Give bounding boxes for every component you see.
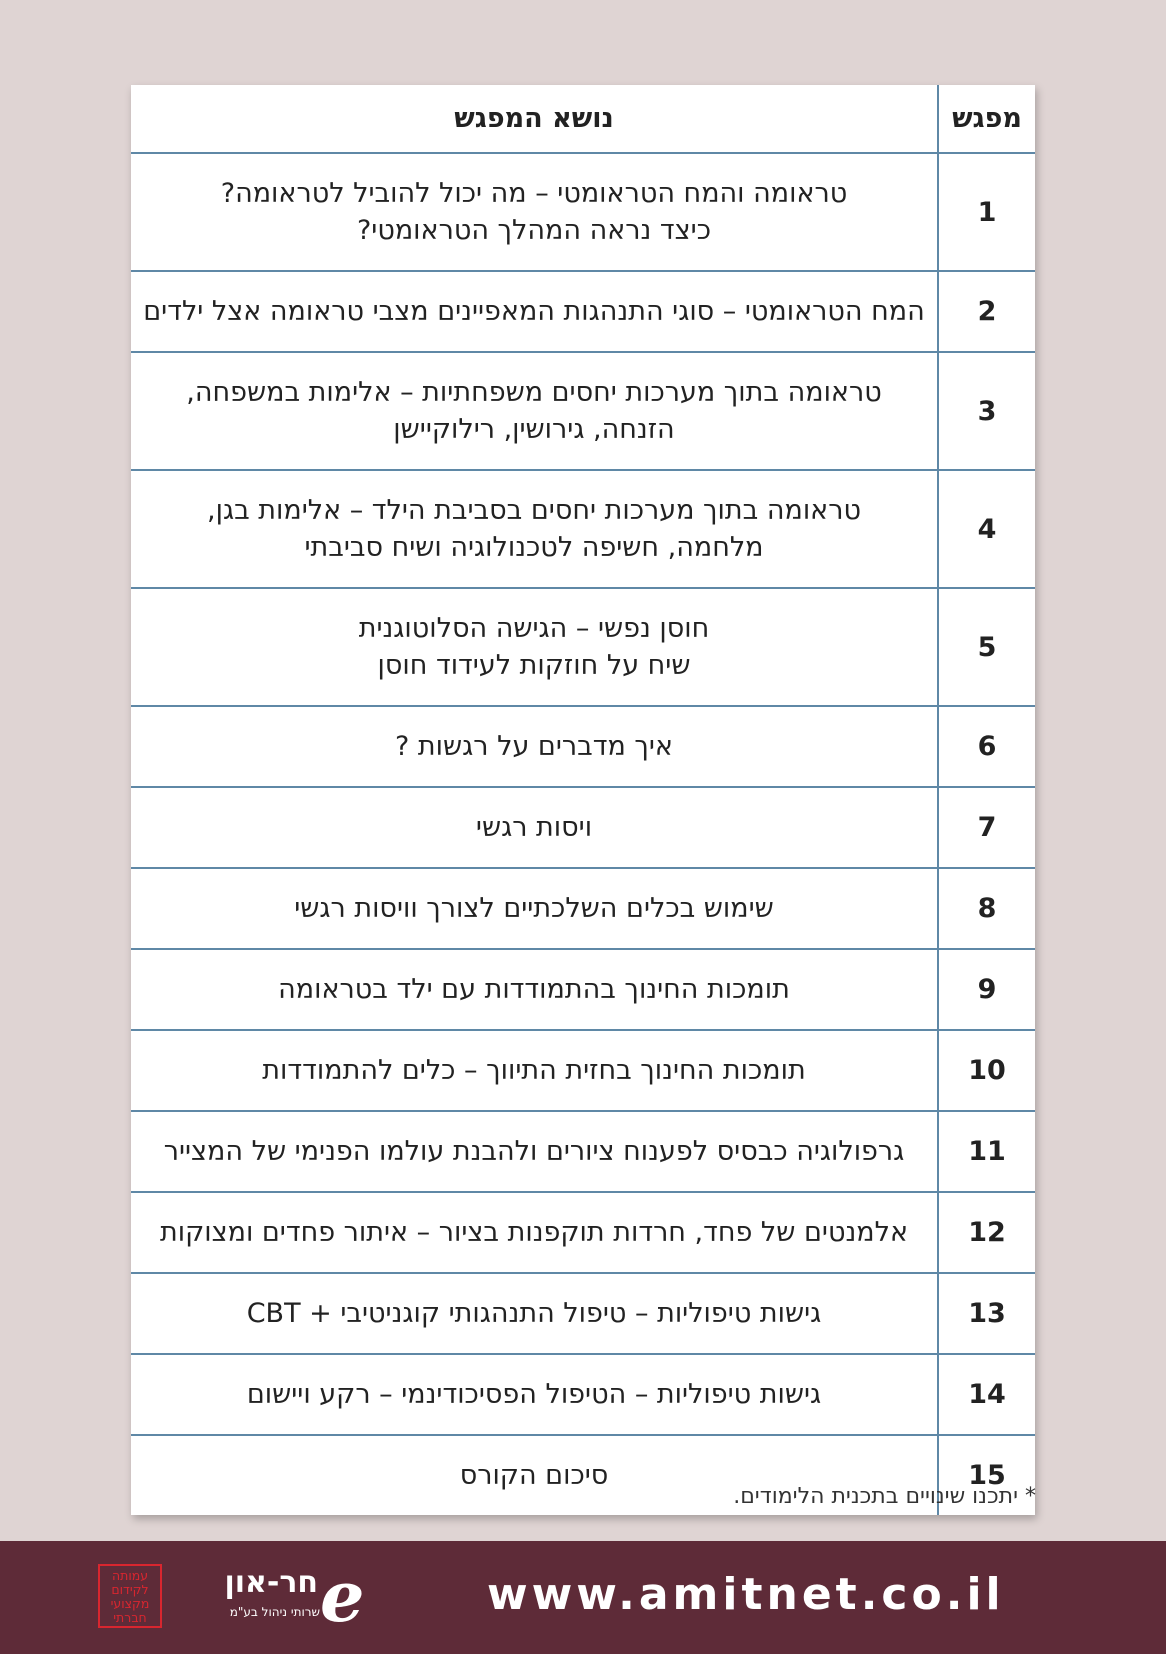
amuta-logo-line: מקצועי <box>110 1596 150 1611</box>
footer-bar <box>0 1541 1166 1654</box>
meeting-number: 12 <box>938 1192 1035 1273</box>
meeting-number: 8 <box>938 868 1035 949</box>
meeting-topic-line: גישות טיפוליות – טיפול התנהגותי קוגניטיבי + CBT <box>246 1298 822 1329</box>
schedule-body <box>131 153 1035 1515</box>
meeting-topic-line: תומכות החינוך בחזית התיווך – כלים להתמודדות <box>262 1055 806 1086</box>
meeting-number: 14 <box>938 1354 1035 1435</box>
meeting-number: 10 <box>938 1030 1035 1111</box>
table-row <box>131 949 1035 1030</box>
amuta-logo-line: חברתי <box>113 1610 147 1625</box>
table-row <box>131 706 1035 787</box>
table-row <box>131 787 1035 868</box>
amuta-logo-line: עמותה <box>111 1568 149 1583</box>
header-meeting-number: מפגש <box>938 85 1035 153</box>
meeting-topic-line: כיצד נראה המהלך הטראומטי? <box>356 215 712 246</box>
meeting-topic-line: איך מדברים על רגשות ? <box>395 731 673 762</box>
table-row <box>131 352 1035 470</box>
meeting-number: 5 <box>938 588 1035 706</box>
meeting-topic <box>131 1030 938 1111</box>
meeting-topic-line: סיכום הקורס <box>459 1460 609 1491</box>
meeting-number: 2 <box>938 271 1035 352</box>
meeting-topic-line: המח הטראומטי – סוגי התנהגות המאפיינים מצבי טראומה אצל ילדים <box>143 296 925 327</box>
meeting-number: 15 <box>938 1435 1035 1515</box>
table-header-row <box>131 85 1035 153</box>
schedule-change-note: * יתכנו שינויים בתכנית הלימודים. <box>733 1484 1036 1509</box>
meeting-topic-line: הזנחה, גירושין, רילוקיישן <box>393 414 675 445</box>
meeting-topic <box>131 1192 938 1273</box>
table-row <box>131 588 1035 706</box>
meeting-number: 1 <box>938 153 1035 271</box>
meeting-topic <box>131 470 938 588</box>
har-on-logo <box>220 1555 365 1638</box>
meeting-topic <box>131 949 938 1030</box>
meeting-topic <box>131 706 938 787</box>
meeting-topic <box>131 352 938 470</box>
table-row <box>131 153 1035 271</box>
har-on-logo-subtitle: שרותי ניהול בע"מ <box>229 1605 320 1619</box>
header-meeting-topic: נושא המפגש <box>131 85 938 153</box>
amuta-logo <box>98 1564 162 1628</box>
table-row <box>131 470 1035 588</box>
meeting-topic <box>131 153 938 271</box>
amuta-logo-line: לקידום <box>111 1582 149 1597</box>
har-on-logo-mark: e <box>320 1555 365 1638</box>
meeting-topic-line: טראומה בתוך מערכות יחסים בסביבת הילד – אלימות בגן, <box>207 495 861 526</box>
meeting-topic-line: תומכות החינוך בהתמודדות עם ילד בטראומה <box>278 974 790 1005</box>
table-row <box>131 1030 1035 1111</box>
meeting-topic <box>131 868 938 949</box>
table-row <box>131 1192 1035 1273</box>
table-row <box>131 271 1035 352</box>
meeting-topic-line: גישות טיפוליות – הטיפול הפסיכודינמי – רקע ויישום <box>246 1379 822 1410</box>
table-row <box>131 1111 1035 1192</box>
table-row <box>131 1273 1035 1354</box>
meeting-topic <box>131 271 938 352</box>
meeting-topic-line: מלחמה, חשיפה לטכנולוגיה ושיח סביבתי <box>304 532 764 563</box>
meeting-topic-line: גרפולוגיה כבסיס לפענוח ציורים ולהבנת עולמו הפנימי של המצייר <box>163 1136 905 1167</box>
meeting-number: 9 <box>938 949 1035 1030</box>
meeting-topic-line: טראומה והמח הטראומטי – מה יכול להוביל לטראומה? <box>220 178 848 209</box>
meeting-topic-line: שיח על חוזקות לעידוד חוסן <box>377 650 691 681</box>
meeting-topic <box>131 787 938 868</box>
meeting-topic <box>131 588 938 706</box>
table-row <box>131 1354 1035 1435</box>
meeting-number: 3 <box>938 352 1035 470</box>
har-on-logo-name: חר-און <box>224 1565 318 1600</box>
website-url[interactable]: www.amitnet.co.il <box>487 1569 1005 1620</box>
schedule-table <box>131 85 1035 1515</box>
meeting-topic <box>131 1354 938 1435</box>
meeting-number: 6 <box>938 706 1035 787</box>
meeting-topic-line: שימוש בכלים השלכתיים לצורך וויסות רגשי <box>294 893 774 924</box>
meeting-number: 4 <box>938 470 1035 588</box>
table-row <box>131 868 1035 949</box>
meeting-topic-line: אלמנטים של פחד, חרדות תוקפנות בציור – איתור פחדים ומצוקות <box>159 1217 908 1248</box>
meeting-number: 7 <box>938 787 1035 868</box>
meeting-number: 13 <box>938 1273 1035 1354</box>
course-schedule-table <box>131 85 1035 1515</box>
meeting-topic-line: ויסות רגשי <box>475 812 593 843</box>
meeting-topic <box>131 1273 938 1354</box>
meeting-topic-line: טראומה בתוך מערכות יחסים משפחתיות – אלימות במשפחה, <box>186 377 882 408</box>
meeting-topic-line: חוסן נפשי – הגישה הסלוטוגנית <box>358 613 710 644</box>
meeting-number: 11 <box>938 1111 1035 1192</box>
meeting-topic <box>131 1111 938 1192</box>
